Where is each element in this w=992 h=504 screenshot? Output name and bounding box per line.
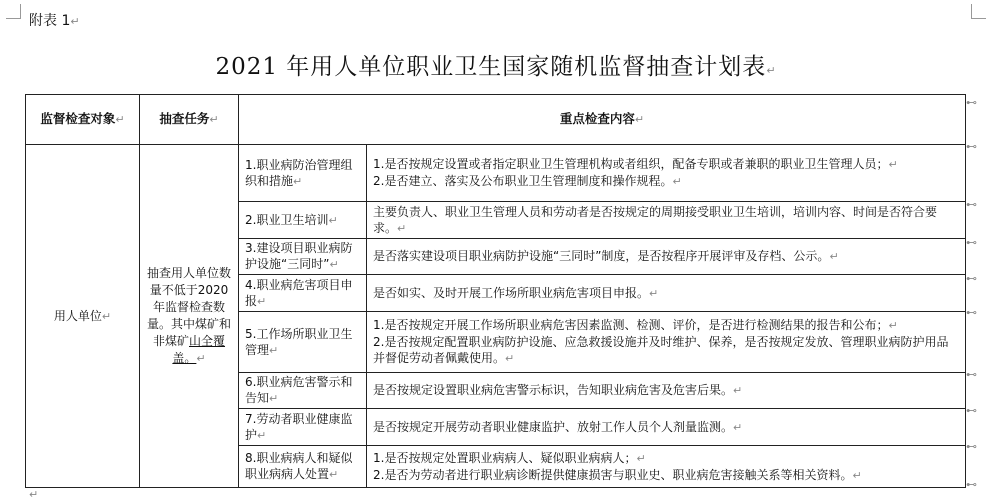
row-end-mark: ⊷ (966, 306, 977, 319)
row-end-mark: ⊷ (966, 272, 977, 285)
task-cell: 7.劳动者职业健康监护↵ (239, 409, 367, 446)
task-cell: 4.职业病危害项目申报↵ (239, 275, 367, 312)
row-end-mark: ⊷ (966, 140, 977, 153)
content-cell: 主要负责人、职业卫生管理人员和劳动者是否按规定的周期接受职业卫生培训，培训内容、时间是否符合要求。↵ (367, 202, 966, 239)
table-row (26, 145, 966, 202)
content-cell: 是否按规定开展劳动者职业健康监护、放射工作人员个人剂量监测。↵ (367, 409, 966, 446)
content-cell: 1.是否按规定处置职业病病人、疑似职业病病人；↵ 2.是否为劳动者进行职业病诊断提供健康损害与职业史、职业病危害接触关系等相关资料。↵ (367, 446, 966, 488)
row-end-mark: ⊷ (966, 404, 977, 417)
task-cell: 6.职业病危害警示和告知↵ (239, 373, 367, 409)
row-end-mark: ⊷ (966, 236, 977, 249)
content-cell: 是否落实建设项目职业病防护设施“三同时”制度，是否按程序开展评审及存档、公示。↵ (367, 239, 966, 275)
header-task: 抽查任务↵ (140, 95, 239, 145)
row-end-mark: ⊷ (966, 478, 977, 491)
margin-corner-mark (6, 4, 21, 19)
task-cell: 2.职业卫生培训↵ (239, 202, 367, 239)
margin-corner-mark (971, 4, 986, 19)
task-cell: 3.建设项目职业病防护设施“三同时”↵ (239, 239, 367, 275)
row-end-mark: ⊷ (966, 440, 977, 453)
table-header-row (26, 95, 966, 145)
header-target: 监督检查对象↵ (26, 95, 140, 145)
task-cell: 1.职业病防治管理组织和措施↵ (239, 145, 367, 202)
row-end-mark: ⊷ (966, 96, 977, 109)
content-cell: 是否按规定设置职业病危害警示标识，告知职业病危害及危害后果。↵ (367, 373, 966, 409)
content-cell: 是否如实、及时开展工作场所职业病危害项目申报。↵ (367, 275, 966, 312)
header-content: 重点检查内容↵ (239, 95, 966, 145)
row-end-mark: ⊷ (966, 368, 977, 381)
attachment-label: 附表 1↵ (29, 13, 80, 29)
task-cell: 8.职业病病人和疑似职业病病人处置↵ (239, 446, 367, 488)
page-title: 2021 年用人单位职业卫生国家随机监督抽查计划表↵ (215, 54, 777, 80)
inspection-plan-table (25, 94, 966, 488)
row-end-mark: ⊷ (966, 198, 977, 211)
paragraph-mark: ↵ (29, 488, 39, 501)
target-cell: 用人单位↵ (26, 145, 140, 488)
task-cell: 5.工作场所职业卫生管理↵ (239, 312, 367, 373)
content-cell: 1.是否按规定设置或者指定职业卫生管理机构或者组织，配备专职或者兼职的职业卫生管理人员；↵ 2.是否建立、落实及公布职业卫生管理制度和操作规程。↵ (367, 145, 966, 202)
content-cell: 1.是否按规定开展工作场所职业病危害因素监测、检测、评价，是否进行检测结果的报告和公布；↵ 2.是否按规定配置职业病防护设施、应急救援设施并及时维护、保养，是否按规定发放、管理职业病防护用品并督促劳动者佩戴使用。↵ (367, 312, 966, 373)
task-description-cell: 抽查用人单位数量不低于2020年监督检查数量。其中煤矿和非煤矿山全覆盖。↵ (140, 145, 239, 488)
